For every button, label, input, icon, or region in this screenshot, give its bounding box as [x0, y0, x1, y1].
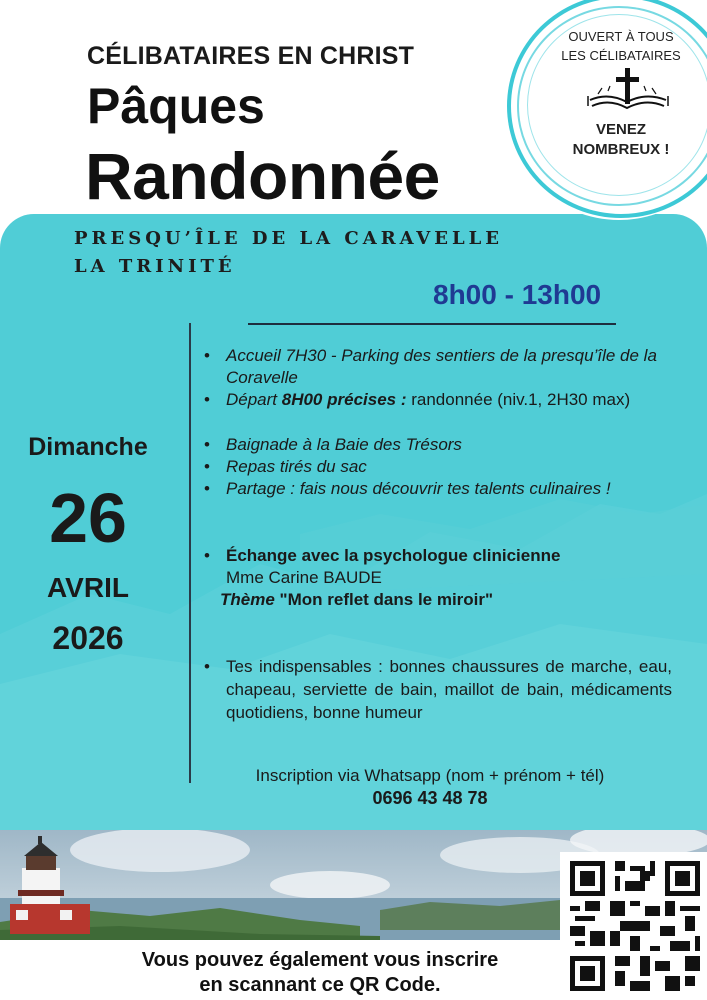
- call-line-1: VENEZ: [595, 121, 646, 138]
- departure-details: randonnée (niv.1, 2H30 max): [406, 390, 631, 409]
- occasion-title: Pâques: [87, 78, 265, 134]
- divider-horizontal: [248, 323, 616, 325]
- event-title: Randonnée: [85, 139, 440, 213]
- date-day-number: 26: [49, 479, 127, 557]
- activities-list: [202, 434, 672, 500]
- talk-theme: [196, 589, 493, 611]
- essentials-text: Tes indispensables : bonnes chaussures de marche, eau, chapeau, serviette de bain, maillot de bain, médicaments quotidiens, bonne humeur: [226, 657, 672, 722]
- date-year: 2026: [52, 620, 124, 656]
- theme-text: "Mon reflet dans le miroir": [279, 590, 494, 609]
- list-item: [202, 545, 672, 567]
- departure-time: 8H00 précises :: [281, 390, 407, 409]
- location-line-1: PRESQU’ÎLE DE LA CARAVELLE: [74, 228, 504, 249]
- list-item: [202, 655, 672, 724]
- bible-cross-icon: [584, 66, 672, 114]
- come-many-text: [548, 120, 694, 160]
- share-text: Partage : fais nous découvrir tes talents culinaires !: [226, 479, 611, 498]
- date-month: AVRIL: [47, 572, 129, 603]
- list-item: [202, 434, 672, 456]
- date-day-name: Dimanche: [28, 433, 148, 461]
- list-item: [202, 456, 672, 478]
- essentials-list: [202, 655, 672, 724]
- arrival-list: [202, 345, 672, 411]
- open-line-1: OUVERT À TOUS: [568, 29, 674, 44]
- list-item: [202, 345, 672, 389]
- open-to-all-text: [548, 27, 694, 65]
- location-line-2: LA TRINITÉ: [74, 256, 236, 277]
- organizer-title: CÉLIBATAIRES EN CHRIST: [87, 42, 415, 70]
- footer-line-2: en scannant ce QR Code.: [199, 974, 441, 996]
- welcome-text: Accueil 7H30 - Parking des sentiers de la presqu’île de la Coravelle: [226, 346, 657, 387]
- swim-text: Baignade à la Baie des Trésors: [226, 435, 462, 454]
- departure-prefix: Départ: [226, 390, 282, 409]
- talk-list: [202, 545, 672, 567]
- divider-vertical: [189, 323, 191, 783]
- talk-title: Échange avec la psychologue clinicienne: [226, 546, 561, 565]
- open-line-2: LES CÉLIBATAIRES: [561, 48, 681, 63]
- meal-text: Repas tirés du sac: [226, 457, 367, 476]
- registration-phone: 0696 43 48 78: [372, 788, 488, 808]
- speaker-name: Mme Carine BAUDE: [226, 568, 382, 587]
- footer-line-1: Vous pouvez également vous inscrire: [141, 949, 499, 971]
- event-time: 8h00 - 13h00: [433, 279, 602, 310]
- list-item: [202, 389, 672, 411]
- registration-text: Inscription via Whatsapp (nom + prénom + tél): [255, 766, 605, 785]
- qr-code-icon[interactable]: [570, 860, 700, 992]
- call-line-2: NOMBREUX !: [572, 141, 670, 158]
- theme-label: Thème: [220, 590, 280, 609]
- list-item: [202, 478, 672, 500]
